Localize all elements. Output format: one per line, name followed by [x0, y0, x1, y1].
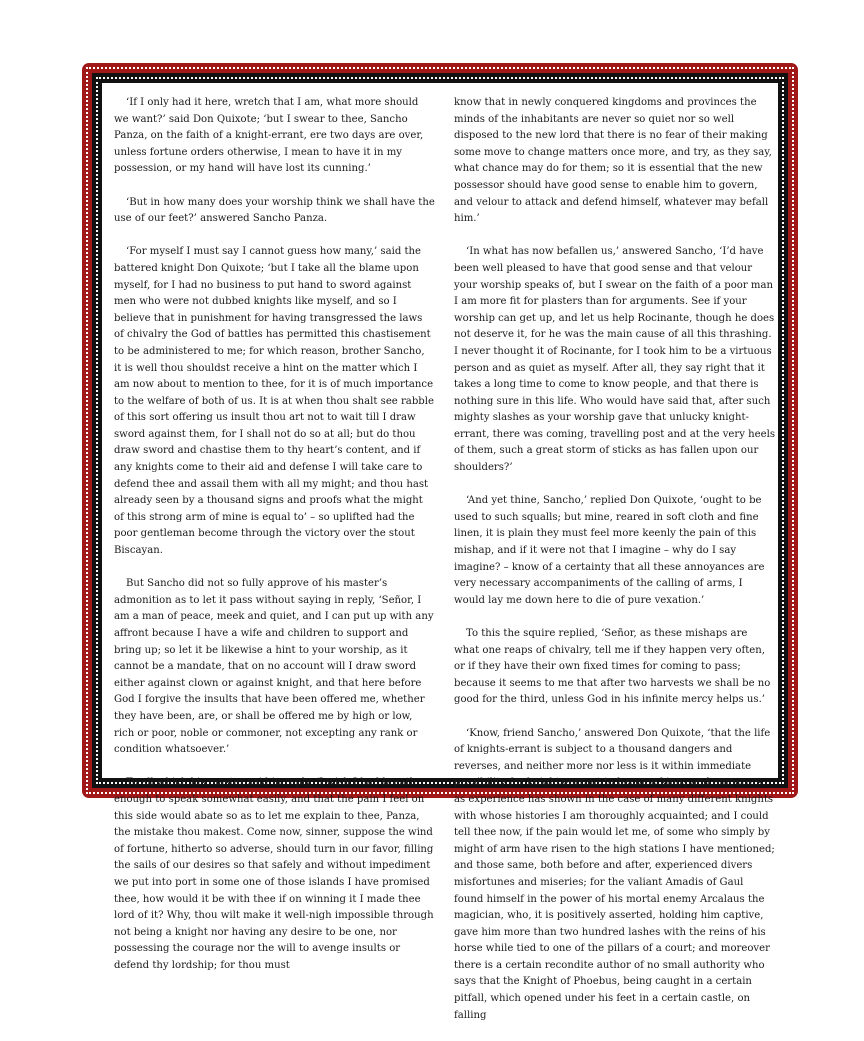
paragraph: To all which his master said in reply, ‘I wish I had breath enough to speak somewhat easily, and that the pain I feel on this side would abate so as to let me explain to thee, Panza, the mistake thou makest. Come now, sinner, suppose the wind of fortune, hitherto so adverse, should turn in our favor, filling the sails of our desires so that safely and without impediment we put into port in some one of those islands I have promised thee, how would it be with thee if on winning it I made thee lord of it? Why, thou wilt make it well-nigh impossible through not being a knight nor having any desire to be one, nor possessing the courage nor the will to avenge insults or defend thy lordship; for thou must	[114, 777, 434, 971]
left-column	[114, 95, 435, 991]
paragraph: ‘Know, friend Sancho,’ answered Don Quixote, ‘that the life of knights-errant is subject to a thousand dangers and reverses, and neither more nor less is it within immediate possibility for knights-errant to become kings and emperors, as experience has shown in the case of many different knights with whose histories I am thoroughly acquainted; and I could tell thee now, if the pain would let me, of some who simply by might of arm have risen to the high stations I have mentioned; and those same, both before and after, experienced divers misfortunes and miseries; for the valiant Amadis of Gaul found himself in the power of his mortal enemy Arcalaus the magician, who, it is positively asserted, holding him captive, gave him more than two hundred lashes with the reins of his horse while tied to one of the pillars of a court; and moreover there is a certain recondite author of no small authority who says that the Knight of Phoebus, being caught in a certain pitfall, which opened under his feet in a certain castle, on falling	[454, 727, 775, 1021]
paragraph: ‘But in how many does your worship think we shall have the use of our feet?’ answered Sancho Panza.	[114, 196, 435, 225]
text-page	[102, 83, 778, 1021]
paragraph: ‘If I only had it here, wretch that I am, what more should we want?’ said Don Quixote; ‘but I swear to thee, Sancho Panza, on the faith of a knight-errant, ere two days are over, unless fortune orders otherwise, I mean to have it in my possession, or my hand will have lost its cunning.’	[114, 97, 424, 175]
paragraph: ‘For myself I must say I cannot guess how many,’ said the battered knight Don Quixote; ‘but I take all the blame upon myself, for I had no business to put hand to sword against men who were not dubbed knights like myself, and so I believe that in punishment for having transgressed the laws of chivalry the God of battles has permitted this chastisement to be administered to me; for which reason, brother Sancho, it is well thou shouldst receive a hint on the matter which I am now about to mention to thee, for it is of much importance to the welfare of both of us. It is at when thou shalt see rabble of this sort offering us insult thou art not to wait till I draw sword against them, for I shall not do so at all; but do thou draw sword and chastise them to thy heart’s content, and if any knights come to their aid and defense I will take care to defend thee and assail them with all my might; and thou hast already seen by a thousand signs and proofs what the might of this strong arm of mine is equal to’ – so uplifted had the poor gentleman become through the victory over the stout Biscayan.	[114, 246, 434, 557]
paragraph-continued: know that in newly conquered kingdoms and provinces the minds of the inhabitants are never so quiet nor so well disposed to the new lord that there is no fear of their making some move to change matters once more, and try, as they say, what chance may do for them; so it is essential that the new possessor should have good sense to enable him to govern, and velour to attack and defend himself, whatever may befall him.’	[454, 97, 772, 225]
paragraph: But Sancho did not so fully approve of his master’s admonition as to let it pass without saying in reply, ‘Señor, I am a man of peace, meek and quiet, and I can put up with any affront because I have a wife and children to support and bring up; so let it be likewise a hint to your worship, as it cannot be a mandate, that on no account will I draw sword either against clown or against knight, and that here before God I forgive the insults that have been offered me, whether they have been, are, or shall be offered me by high or low, rich or poor, noble or commoner, not excepting any rank or condition whatsoever.’	[114, 578, 434, 756]
decorative-border-frame	[82, 63, 798, 1021]
right-column	[454, 95, 775, 1041]
paragraph: To this the squire replied, ‘Señor, as these mishaps are what one reaps of chivalry, tell me if they happen very often, or if they have their own fixed times for coming to pass; because it seems to me that after two harvests we shall be no good for the third, unless God in his infinite mercy helps us.’	[454, 628, 771, 706]
paragraph: ‘And yet thine, Sancho,’ replied Don Quixote, ‘ought to be used to such squalls; but mine, reared in soft cloth and fine linen, it is plain they must feel more keenly the pain of this mishap, and if it were not that I imagine – why do I say imagine? – know of a certainty that all these annoyances are very necessary accompaniments of the calling of arms, I would lay me down here to die of pure vexation.’	[454, 495, 765, 606]
paragraph: ‘In what has now befallen us,’ answered Sancho, ‘I’d have been well pleased to have that good sense and that velour your worship speaks of, but I swear on the faith of a poor man I am more fit for plasters than for arguments. See if your worship can get up, and let us help Rocinante, though he does not deserve it, for he was the main cause of all this thrashing. I never thought it of Rocinante, for I took him to be a virtuous person and as quiet as myself. After all, they say right that it takes a long time to come to know people, and that there is nothing sure in this life. Who would have said that, after such mighty slashes as your worship gave that unlucky knight-errant, there was coming, travelling post and at the very heels of them, such a great storm of sticks as has fallen upon our shoulders?’	[454, 246, 775, 474]
